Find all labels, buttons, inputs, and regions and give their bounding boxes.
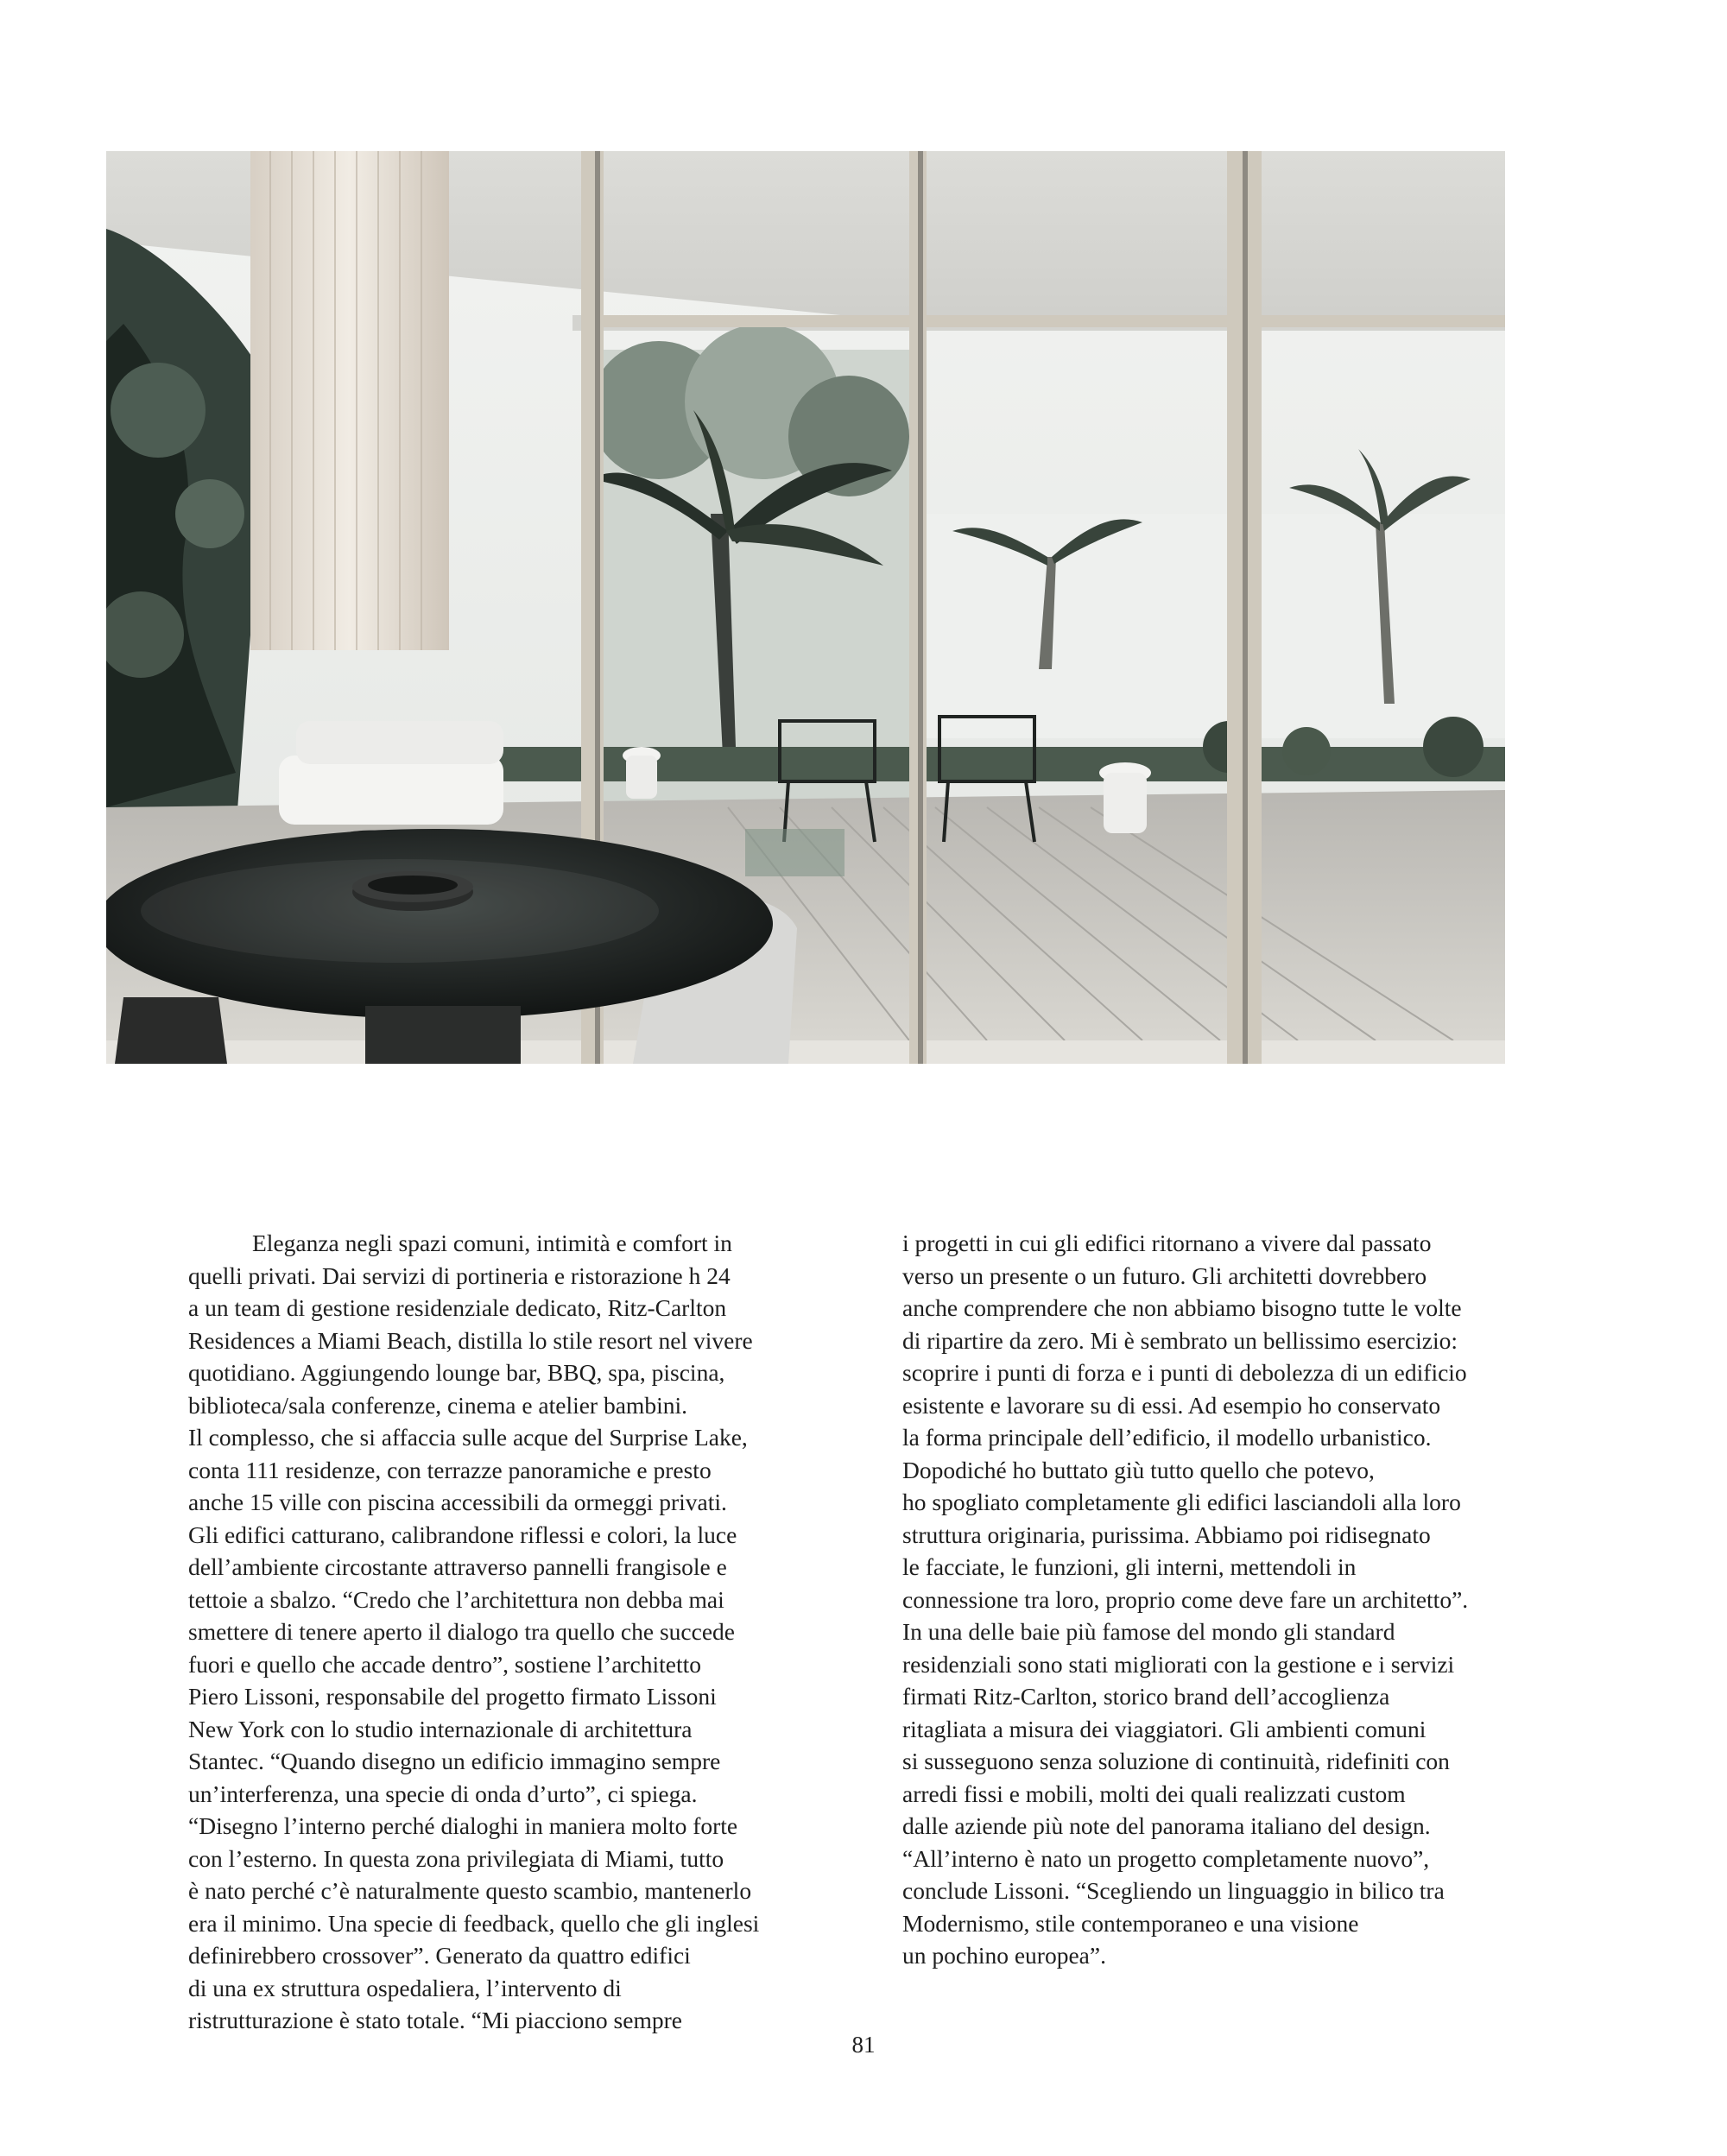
article-line: New York con lo studio internazionale di architettura <box>188 1715 693 1742</box>
article-column-left <box>188 1227 896 2037</box>
article-line: quelli privati. Dai servizi di portineria e ristorazione h 24 <box>188 1261 731 1289</box>
article-line: si susseguono senza soluzione di continuità, ridefiniti con <box>902 1748 1450 1774</box>
article-line: fuori e quello che accade dentro”, sostiene l’architetto <box>188 1650 702 1678</box>
article-line: definirebbero crossover”. Generato da quattro edifici <box>188 1942 691 1969</box>
article-line: dalle aziende più note del panorama italiano del design. <box>902 1812 1431 1839</box>
article-line: ritagliata a misura dei viaggiatori. Gli ambienti comuni <box>902 1715 1427 1742</box>
article-line: Modernismo, stile contemporaneo e una visione <box>902 1909 1359 1937</box>
article-line: arredi fissi e mobili, molti dei quali realizzati custom <box>902 1780 1406 1807</box>
article-line: Gli edifici catturano, calibrandone riflessi e colori, la luce <box>188 1521 737 1548</box>
article-line: In una delle baie più famose del mondo gli standard <box>902 1618 1395 1645</box>
article-line: scoprire i punti di forza e i punti di debolezza di un edificio <box>902 1359 1467 1386</box>
article-line: con l’esterno. In questa zona privilegiata di Miami, tutto <box>188 1844 724 1872</box>
article-line: smettere di tenere aperto il dialogo tra quello che succede <box>188 1618 735 1645</box>
article-line: “Disegno l’interno perché dialoghi in maniera molto forte <box>188 1812 738 1839</box>
article-line: residenziali sono stati migliorati con la gestione e i servizi <box>902 1650 1455 1678</box>
page-number: 81 <box>851 2032 876 2058</box>
article-line: era il minimo. Una specie di feedback, quello che gli inglesi <box>188 1909 760 1937</box>
article-line: i progetti in cui gli edifici ritornano a vivere dal passato <box>902 1230 1432 1256</box>
article-line: a un team di gestione residenziale dedicato, Ritz-Carlton <box>188 1294 727 1321</box>
article-line: la forma principale dell’edificio, il modello urbanistico. <box>902 1424 1432 1451</box>
article-line: firmati Ritz-Carlton, storico brand dell’accoglienza <box>902 1683 1390 1710</box>
article-line: conta 111 residenze, con terrazze panoramiche e presto <box>188 1456 712 1483</box>
article-line: dell’ambiente circostante attraverso pannelli frangisole e <box>188 1553 727 1580</box>
article-line: struttura originaria, purissima. Abbiamo poi ridisegnato <box>902 1521 1431 1548</box>
article-line: Dopodiché ho buttato giù tutto quello che potevo, <box>902 1456 1375 1483</box>
article-column-right <box>902 1227 1593 1972</box>
article-line: Residences a Miami Beach, distilla lo stile resort nel vivere <box>188 1326 753 1354</box>
article-line: è nato perché c’è naturalmente questo scambio, mantenerlo <box>188 1877 752 1904</box>
article-line: quotidiano. Aggiungendo lounge bar, BBQ, spa, piscina, <box>188 1359 725 1386</box>
article-line: le facciate, le funzioni, gli interni, mettendoli in <box>902 1553 1357 1580</box>
article-line: di una ex struttura ospedaliera, l’intervento di <box>188 1974 622 2001</box>
article-line: anche 15 ville con piscina accessibili da ormeggi privati. <box>188 1489 727 1515</box>
article-line: Stantec. “Quando disegno un edificio immagino sempre <box>188 1748 721 1774</box>
article-line: “All’interno è nato un progetto completamente nuovo”, <box>902 1844 1430 1872</box>
article-line: di ripartire da zero. Mi è sembrato un bellissimo esercizio: <box>902 1326 1458 1354</box>
article-line: Il complesso, che si affaccia sulle acque del Surprise Lake, <box>188 1424 748 1451</box>
article-line: un’interferenza, una specie di onda d’urto”, ci spiega. <box>188 1780 698 1807</box>
article-line: un pochino europea”. <box>902 1942 1106 1969</box>
article-line: connessione tra loro, proprio come deve fare un architetto”. <box>902 1585 1469 1613</box>
article-line: Piero Lissoni, responsabile del progetto firmato Lissoni <box>188 1683 717 1710</box>
article-line: esistente e lavorare su di essi. Ad esempio ho conservato <box>902 1391 1441 1419</box>
article-line: biblioteca/sala conferenze, cinema e atelier bambini. <box>188 1391 687 1419</box>
article-line: tettoie a sbalzo. “Credo che l’architettura non debba mai <box>188 1585 724 1613</box>
article-line: anche comprendere che non abbiamo bisogno tutte le volte <box>902 1294 1462 1321</box>
article-line: verso un presente o un futuro. Gli architetti dovrebbero <box>902 1261 1427 1289</box>
article-line: ho spogliato completamente gli edifici lasciandoli alla loro <box>902 1489 1461 1515</box>
photo-icon <box>106 151 1505 1064</box>
interior-photo <box>106 151 1505 1064</box>
article-line: Eleganza negli spazi comuni, intimità e comfort in <box>252 1230 732 1256</box>
article-line: conclude Lissoni. “Scegliendo un linguaggio in bilico tra <box>902 1877 1445 1904</box>
article-line: ristrutturazione è stato totale. “Mi piacciono sempre <box>188 2007 682 2033</box>
